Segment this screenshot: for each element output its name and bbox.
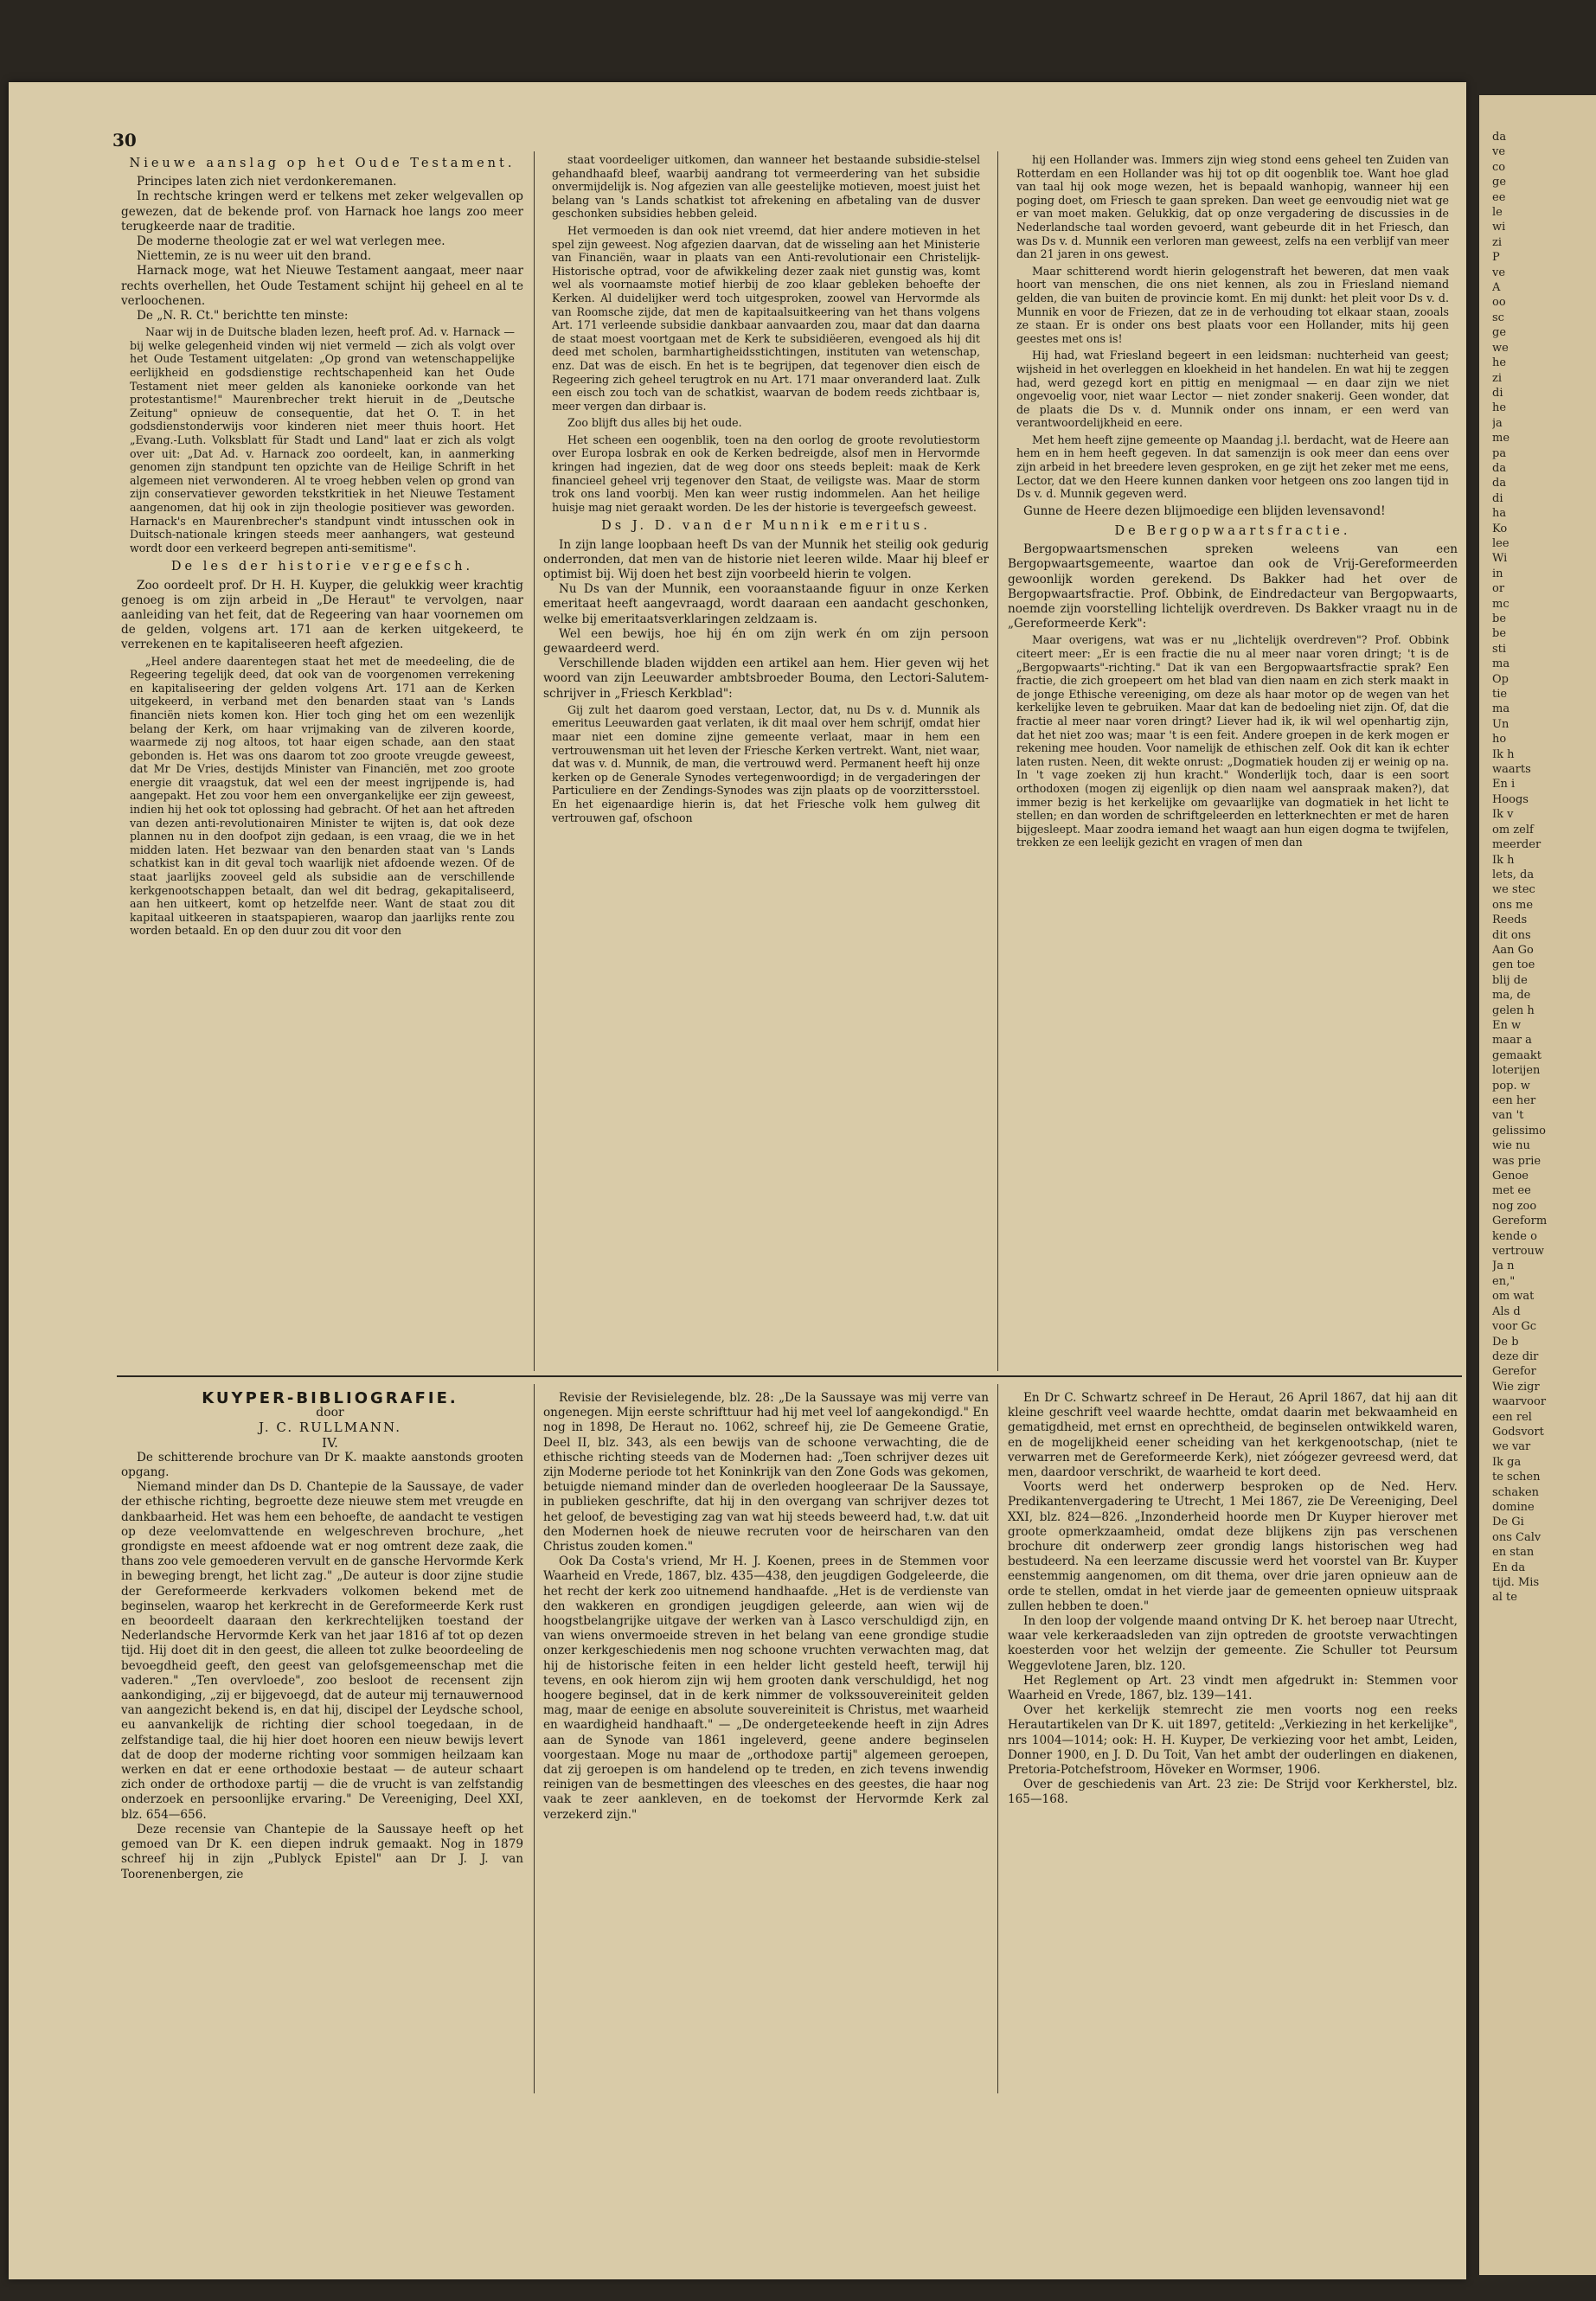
paragraph: Het Reglement op Art. 23 vindt men afgedrukt in: Stemmen voor Waarheid en Vrede, 1867, blz. 139—141. xyxy=(1008,1673,1458,1703)
fragment-line: tijd. Mis xyxy=(1492,1576,1540,1589)
fragment-line: ja xyxy=(1492,416,1503,430)
fragment-line: Wi xyxy=(1492,552,1508,566)
fragment-line: deze dir xyxy=(1492,1349,1539,1363)
fragment-line: tie xyxy=(1492,688,1508,702)
fragment-line: gelissimo xyxy=(1492,1124,1546,1138)
quote-block: Naar wij in de Duitsche bladen lezen, heeft prof. Ad. v. Harnack — bij welke gelegenheid vinden wij niet vermeld — zich als volgt over het Oude Testament uitgelaten: „Op grond van wetenschappelijke eerlijkheid en godsdienstige rechtschapenheid kan het Oude Testament niet meer gelden als kanonieke oorkonde van het protestantisme!" Maurenbrecher trekt hieruit in de „Deutsche Zeitung" opnieuw de consequentie, dat het O. T. in het godsdienstonderwijs voor kinderen niet meer thuis hoort. Het „Evang.-Luth. Volksblatt für Stadt und Land" laat er zich als volgt over uit: „Dat Ad. v. Harnack zoo oordeelt, kan, in aanmerking genomen zijn standpunt ten opzichte van de Heilige Schrift in het algemeen niet verwonderen. Al te vroeg hebben velen op grond van zijn conservatiever geworden tekstkritiek in het Nieuwe Testament aangenomen, dat hij ook in zijn theologie positiever was geworden. Harnack's en Maurenbrecher's standpunt vindt intusschen ook in Duitsch-nationale kringen steeds meer aanhangers, wat gesteund wordt door een verkeerd begrepen anti-semitisme". xyxy=(130,325,515,554)
fragment-line: ha xyxy=(1492,507,1507,521)
column-3 xyxy=(1008,151,1458,1371)
paragraph: In den loop der volgende maand ontving Dr K. het beroep naar Utrecht, waar vele kerkeraadsleden van zijn optreden de grootste verwachtingen koesterden voor het welzijn der gemeente. Zie Schuller tot Peursum Weggevlotene Jaren, blz. 120. xyxy=(1008,1614,1458,1673)
fragment-line: nog zoo xyxy=(1492,1199,1537,1213)
fragment-line: le xyxy=(1492,206,1503,220)
fragment-line: te schen xyxy=(1492,1471,1541,1484)
fragment-line: co xyxy=(1492,160,1506,174)
column-divider xyxy=(997,1384,998,2093)
fragment-line: Ik ga xyxy=(1492,1455,1522,1469)
fragment-line: di xyxy=(1492,491,1503,505)
fragment-line: schaken xyxy=(1492,1485,1540,1499)
fragment-line: Wie zigr xyxy=(1492,1380,1540,1394)
fragment-line: ve xyxy=(1492,145,1506,159)
fragment-line: Ik h xyxy=(1492,853,1515,867)
fragment-line: Gerefor xyxy=(1492,1365,1536,1379)
fragment-line: di xyxy=(1492,386,1503,400)
fragment-line: me xyxy=(1492,432,1510,445)
fragment-line: ma xyxy=(1492,702,1510,716)
paragraph: Over het kerkelijk stemrecht zie men voorts nog een reeks Herautartikelen van Dr K. uit 1897, getiteld: „Verkiezing in het kerkelijke", nrs 1004—1014; ook: H. H. Kuyper, De verkiezing voor het ambt, Leiden, Donner 1900, en J. D. Du Toit, Van het ambt der ouderlingen en diakenen, Pretoria-Potchefstroom, Höveker en Wormser, 1906. xyxy=(1008,1703,1458,1778)
fragment-line: Godsvort xyxy=(1492,1425,1544,1439)
fragment-line: Reeds xyxy=(1492,913,1528,927)
fragment-line: be xyxy=(1492,612,1507,625)
fragment-line: en stan xyxy=(1492,1546,1535,1560)
paragraph: Verschillende bladen wijdden een artikel aan hem. Hier geven wij het woord van zijn Leeuwarder ambtsbroeder Bouma, den Lectori-Salutem-schrijver in „Friesch Kerkblad": xyxy=(543,657,989,701)
fragment-line: P xyxy=(1492,251,1500,265)
article-heading-les-der-historie: De les der historie vergeefsch. xyxy=(170,560,474,574)
section-divider xyxy=(117,1375,1462,1377)
quote-block: Het scheen een oogenblik, toen na den oorlog de groote revolutiestorm over Europa losbrak en ook de Kerken bedreigde, alsof men in Hervormde kringen had ingezien, dat de weg door ons steeds bepleit: maak de Kerk financieel geheel vrij tegenover den Staat, de veiligste was. Maar de storm trok ons land voorbij. Men kan weer rustig indommelen. Aan het heilige huisje mag niet geraakt worden. De les der historie is tevergeefsch geweest. xyxy=(552,433,980,514)
fragment-line: maar a xyxy=(1492,1034,1532,1048)
fragment-line: van 't xyxy=(1492,1109,1524,1123)
fragment-line: sc xyxy=(1492,311,1504,324)
paragraph: Voorts werd het onderwerp besproken op de Ned. Herv. Predikantenvergadering te Utrecht, 1 Mei 1867, zie De Vereeniging, Deel XXI, blz. 824—826. „Inzonderheid hoorde men Dr Kuyper hierover met groote opmerkzaamheid, omdat deze blijkens zijn pas verschenen brochure dit onderwerp zeer grondig langs historischen weg had bestudeerd. Na een leerzame discussie werd het voorstel van Br. Kuyper eenstemmig aangenomen, om dit thema, over drie jaren opnieuw aan de orde te stellen, omdat in het vierde jaar de gemeenten opnieuw uitspraak zullen hebben te doen." xyxy=(1008,1480,1458,1613)
paragraph: Bergopwaartsmenschen spreken weleens van een Bergopwaartsgemeente, waartoe dan ook de Vrij-Gereformeerden gewoonlijk worden gerekend. Ds Bakker had het over de Bergopwaartsfractie. Prof. Obbink, de Eindredacteur van Bergopwaarts, noemde zijn voorstelling lichtelijk overdreven. Ds Bakker vraagt nu in de „Gereformeerde Kerk": xyxy=(1008,542,1458,631)
quote-block: Maar schitterend wordt hierin gelogenstraft het beweren, dat men vaak hoort van menschen, die ons niet kennen, als zou in Friesland niemand gelden, die van buiten de provincie komt. En mij dunkt: het pleit voor Ds v. d. Munnik en voor de Friezen, dat ze in de verhouding tot elkaar staan, zooals ze staan. Er is onder ons best plaats voor een Hollander, mits hij geen geestes met ons is! xyxy=(1016,264,1449,345)
fragment-line: ge xyxy=(1492,326,1507,340)
fragment-line: gelen h xyxy=(1492,1003,1535,1017)
fragment-line: in xyxy=(1492,567,1503,580)
fragment-line: Un xyxy=(1492,717,1509,731)
fragment-line: zi xyxy=(1492,371,1503,385)
fragment-line: Als d xyxy=(1492,1304,1521,1318)
quote-block: „Heel andere daarentegen staat het met de meedeeling, die de Regeering tegelijk deed, dat ook van de voorgenomen verrekening en kapitaliseering der gelden volgens Art. 171 aan de Kerken uitgekeerd, in verband met den benarden staat van 's Lands financiën niets komen kon. Hier toch ging het om een wezenlijk belang der Kerk, om haar vrijmaking van de zilveren koorde, waarmede zij nog altoos, tot haar eigen schade, aan den staat gebonden is. Het was ons daarom tot zoo groote vreugde geweest, dat Mr De Vries, destijds Minister van Financiën, met zoo groote energie dit vraagstuk, dat wel een der meest ingrijpende is, had aangepakt. Het zou voor hem een onvergankelijke eer zijn geweest, indien hij het ook tot oplossing had gebracht. Of het aan het aftreden van dezen anti-revolutionairen Minister te wijten is, dat ook deze plannen nu in den doofpot zijn gedaan, is een vraag, die we in het midden laten. Het bezwaar van den benarden staat van 's Lands schatkist kan in dit geval toch waarlijk niet afdoende wezen. Of de staat jaarlijks zooveel geld als subsidie aan de verschillende kerkgenootschappen betaalt, dan wel dit bedrag, gekapitaliseerd, aan hen uitkeert, komt op hetzelfde neer. Want de staat zou dit kapitaal uitkeeren in staatspapieren, waarop dan jaarlijks rente zou worden betaald. En op den duur zou dit voor den xyxy=(130,654,515,938)
fragment-line: da xyxy=(1492,461,1507,475)
paragraph: Ook Da Costa's vriend, Mr H. J. Koenen, prees in de Stemmen voor Waarheid en Vrede, 1867, blz. 435—438, den jeugdigen Godgeleerde, die het recht der kerk zoo uitnemend handhaafde. „Het is de verdienste van den wakkeren en grondigen jeugdigen geleerde, aan wien wij de hoogstbelangrijke uitgave der werken van à Lasco verschuldigd zijn, en van wiens onvermoeide streven in het belang van eene grondige studie onzer kerkgeschiedenis men nog schoone vruchten verwachten mag, dat hij de historische feiten in een helder licht gesteld heeft, terwijl hij tevens, en ook hierom zijn wij hem grooten dank verschuldigd, het nog hoogere beginsel, dat in de kerk nimmer de volkssouvereiniteit gelden mag, maar de eenige en absolute souvereiniteit is Christus, met waarheid en waardigheid handhaaft." — „De ondergeteekende heeft in zijn Adres aan de Synode van 1861 ingeleverd, geene andere beginselen voorgestaan. Moge nu maar de „orthodoxe partij" algemeen geroepen, dat zij geroepen is om handelend op te treden, en zich tevens inwendig reinigen van de besmettingen des vleesches en des geestes, die haar nog vaak te zeer aankleven, en de toekomst der Hervormde Kerk zal verzekerd zijn." xyxy=(543,1554,989,1822)
paragraph: In rechtsche kringen werd er telkens met zeker welgevallen op gewezen, dat de bekende prof. von Harnack hoe langs zoo meer terugkeerde naar de traditie. xyxy=(121,189,523,234)
fragment-line: voor Gc xyxy=(1492,1320,1537,1334)
fragment-line: waarts xyxy=(1492,763,1531,777)
fragment-line: gemaakt xyxy=(1492,1048,1542,1062)
fragment-line: en," xyxy=(1492,1274,1516,1288)
column-4-kuyper-bibliografie xyxy=(121,1391,523,2092)
fragment-line: Op xyxy=(1492,672,1509,686)
fragment-line: we stec xyxy=(1492,883,1535,897)
paragraph: En Dr C. Schwartz schreef in De Heraut, 26 April 1867, dat hij aan dit kleine geschrift veel waarde hechtte, omdat daarin met bekwaamheid en gematigdheid, met ernst en oprechtheid, de beginselen ontwikkeld waren, en de mogelijkheid eener scheiding van het kerkgenootschap, (niet te verwarren met de Gereformeerde Kerk), niet zóógezer gevreesd werd, dat men, daardoor verschrikt, de waarheid te kort deed. xyxy=(1008,1391,1458,1480)
fragment-line: wi xyxy=(1492,221,1506,234)
paragraph: Wel een bewijs, hoe hij én om zijn werk én om zijn persoon gewaardeerd werd. xyxy=(543,626,989,657)
fragment-line: om zelf xyxy=(1492,823,1534,836)
paragraph: Over de geschiedenis van Art. 23 zie: De Strijd voor Kerkherstel, blz. 165—168. xyxy=(1008,1778,1458,1807)
column-1 xyxy=(121,151,523,1371)
fragment-line: sti xyxy=(1492,642,1507,656)
quote-block: Het vermoeden is dan ook niet vreemd, dat hier andere motieven in het spel zijn geweest. Nog afgezien daarvan, dat de wisseling aan het Ministerie van Financiën, waar in plaats van een Anti-revolutionair een Christelijk-Historische optrad, voor de afwikkeling dezer zaak niet gunstig was, komt wel als voornaamste motief hierbij de zoo klaar gebleken behoefte der Kerken. Al duidelijker werd toch uitgesproken, zoowel van Hervormde als van Roomsche zijde, dat men de kapitaalsuitkeering van het thans volgens Art. 171 verleende subsidie dankbaar aanvaarden zou, maar dat dan daarna de staat moest voortgaan met de Kerk te subsidiëeren, evengoed als hij dit deed met scholen, barmhartigheidsstichtingen, instituten van wetenschap, enz. Dat was de eisch. En het is te begrijpen, dat tegenover dien eisch de Regeering zich geheel terugtrok en nu Art. 171 maar onveranderd laat. Zulk een eisch zou toch van de schatkist, waarvan de bodem reeds zichtbaar is, meer vergen dan dirbaar is. xyxy=(552,223,980,413)
fragment-line: lee xyxy=(1492,536,1509,550)
fragment-line: De Gi xyxy=(1492,1516,1524,1529)
column-5 xyxy=(543,1391,989,2092)
paragraph: Nu Ds van der Munnik, een vooraanstaande figuur in onze Kerken emeritaat heeft aangevraagd, wordt daaraan een aandacht geschonken, welke bij emeritaatsverklaringen zeldzaam is. xyxy=(543,582,989,626)
fragment-line: ma, de xyxy=(1492,989,1531,1003)
fragment-line: Ik h xyxy=(1492,747,1515,761)
paragraph: De „N. R. Ct." berichtte ten minste: xyxy=(137,309,349,324)
column-2 xyxy=(543,151,989,1371)
fragment-line: we var xyxy=(1492,1440,1531,1454)
column-divider xyxy=(997,151,998,1371)
fragment-line: ve xyxy=(1492,266,1506,279)
byline-author: J. C. RULLMANN. xyxy=(259,1420,401,1436)
paragraph: Deze recensie van Chantepie de la Saussaye heeft op het gemoed van Dr K. een diepen indruk gemaakt. Nog in 1879 schreef hij in zijn „Publyck Epistel" aan Dr J. J. van Toorenenbergen, zie xyxy=(121,1822,523,1881)
fragment-line: da xyxy=(1492,131,1507,144)
fragment-line: Hoogs xyxy=(1492,792,1529,806)
fragment-line: he xyxy=(1492,356,1507,370)
paragraph: Principes laten zich niet verdonkeremanen. xyxy=(137,175,397,189)
fragment-line: ma xyxy=(1492,657,1510,671)
fragment-line: gen toe xyxy=(1492,958,1535,972)
fragment-line: Genoe xyxy=(1492,1170,1529,1183)
quote-block: hij een Hollander was. Immers zijn wieg stond eens geheel ten Zuiden van Rotterdam en een Hollander was hij tot op dit oogenblik toe. Want hoe glad van taal hij ook moge wezen, het is bepaald wanhopig, wanneer hij een poging doet, om Friesch te gaan spreken. Dan weet ge eenvoudig niet wat ge er van moet maken. Gelukkig, dat op onze vergadering de discussies in de Nederlandsche taal worden gevoerd, want gebeurde dit in het Friesch, dan was Ds v. d. Munnik een verloren man geweest, zelfs na een verblijf van meer dan 21 jaren in ons gewest. xyxy=(1016,153,1449,261)
fragment-line: domine xyxy=(1492,1500,1535,1514)
fragment-line: wie nu xyxy=(1492,1139,1530,1153)
fragment-line: Gereform xyxy=(1492,1215,1548,1228)
adjacent-page-text xyxy=(1492,130,1592,2258)
fragment-line: Ko xyxy=(1492,522,1508,535)
fragment-line: meerder xyxy=(1492,838,1542,852)
fragment-line: om wat xyxy=(1492,1290,1535,1304)
fragment-line: we xyxy=(1492,341,1509,355)
paragraph: Harnack moge, wat het Nieuwe Testament aangaat, meer naar rechts overhellen, het Oude Testament schijnt hij geheel en al te verloochenen. xyxy=(121,264,523,308)
fragment-line: kende o xyxy=(1492,1229,1537,1243)
fragment-line: ee xyxy=(1492,190,1506,204)
quote-block: Hij had, wat Friesland begeert in een leidsman: nuchterheid van geest; wijsheid in het overleggen en kloekheid in het handelen. En wat hij te zeggen had, werd gezegd kort en pittig en menigmaal — en daar zijn we niet ongevoelig voor, niet waar Lector — niet zonder snakerij. Geen wonder, dat de plaats die Ds v. d. Munnik onder ons innam, er een werd van verantwoordelijkheid en eere. xyxy=(1016,349,1449,430)
fragment-line: pa xyxy=(1492,446,1507,460)
fragment-line: een rel xyxy=(1492,1410,1532,1424)
fragment-line: blij de xyxy=(1492,973,1528,987)
article-heading-van-der-munnik: Ds J. D. van der Munnik emeritus. xyxy=(601,519,931,534)
fragment-line: ons Calv xyxy=(1492,1530,1542,1544)
fragment-line: zi xyxy=(1492,235,1503,249)
fragment-line: een her xyxy=(1492,1094,1536,1107)
byline-door: door xyxy=(316,1406,344,1420)
fragment-line: oo xyxy=(1492,296,1506,310)
quote-block: staat voordeeliger uitkomen, dan wanneer het bestaande subsidie-stelsel gehandhaafd bleef, waarbij aandrang tot vermeerdering van het subsidie onvermijdelijk is. Nog afgezien van alle geestelijke motieven, moest juist het belang van 's Lands schatkist tot afrekening en afbetaling van de dusver geschonken subsidies hebben geleid. xyxy=(552,153,980,221)
fragment-line: En w xyxy=(1492,1018,1522,1032)
fragment-line: Aan Go xyxy=(1492,943,1534,957)
fragment-line: ho xyxy=(1492,733,1507,747)
fragment-line: da xyxy=(1492,477,1507,490)
fragment-line: ons me xyxy=(1492,898,1534,912)
paragraph: Niemand minder dan Ds D. Chantepie de la Saussaye, de vader der ethische richting, begroette deze nieuwe stem met vreugde en dankbaarheid. Het was hem een behoefte, de aandacht te vestigen op deze veelomvattende en welgeschreven brochure, „het grondigste en meest afdoende wat er nog omtrent deze zaak, die thans zoo vele gemoederen vervult en de gansche Hervormde Kerk in beweging brengt, het licht zag." „De auteur is door zijne studie der Gereformeerde kerkvaders volkomen bekend met de beginselen, waarop het kerkrecht in de Gereformeerde Kerk rust en beoordeelt daaraan den kerkrechtelijken toestand der Nederlandsche Hervormde Kerk van het jaar 1816 af tot op dezen tijd. Hij doet dit in den geest, die alleen tot zulke beoordeeling de bevoegdheid geeft, den geest van gelofsgemeenschap met die vaderen." „Ten overvloede", zoo besloot de recensent zijn aankondiging, „zij er bijgevoegd, dat de auteur mij ternauwernood van aangezicht bekend is, en dat hij, discipel der Leydsche school, eu aanvankelijk de richting dier school toegedaan, in de zelfstandige taal, die hij hier doet hooren een nieuw bewijs levert dat de doop der moderne richting voor sommigen heilzaam kan werken en dat er eene orthodoxie bestaat — de auteur schaart zich onder de orthodoxe partij — die de vrucht is van zelfstandig onderzoek en persoonlijke ervaring." De Vereeniging, Deel XXI, blz. 654—656. xyxy=(121,1480,523,1822)
fragment-line: loterijen xyxy=(1492,1064,1541,1078)
quote-block: Maar overigens, wat was er nu „lichtelijk overdreven"? Prof. Obbink citeert meer: „Er is een fractie die nu al meer naar voren dringt; 't is de „Bergopwaarts"-richting." Dat ik van een Bergopwaartsfractie sprak? Een fractie, die zich groepeert om het blad van dien naam en zich sterk maakt in de jonge Ethische vereeniging, om deze als haar motor op de wegen van het kerkelijke leven te gebruiken. Maar dat kan de bedoeling niet zijn. Of, dat die fractie al meer naar voren dringt? Liever had ik, ik wil wel openhartig zijn, dat het niet zoo was; maar 't is een feit. Andere groepen in de kerk mogen er rekening mee houden. Voor namelijk de ethischen zelf. Ook dit kan ik echter laten rusten. Neen, dit wekte onrust: „Dogmatiek houden zij er weinig op na. In 't vage zoeken zij hun kracht." Wonderlijk toch, daar is een soort orthodoxen (mogen zij eigenlijk op dien naam wel aanspraak maken?), dat immer bezig is het kerkelijke om gevaarlijke van dogmatiek in het licht te stellen; en dan worden de schriftgeleerden en letterknechten er met de haren bijgesleept. Maar zoodra iemand het waagt aan hun eigen dogma te twijfelen, trekken ze een leelijk gezicht en vragen of men dan xyxy=(1016,633,1449,849)
fragment-line: be xyxy=(1492,627,1507,641)
fragment-line: Ik v xyxy=(1492,808,1514,822)
bibliography-title: KUYPER-BIBLIOGRAFIE. xyxy=(202,1391,458,1407)
fragment-line: ge xyxy=(1492,176,1507,189)
quote-block: Zoo blijft dus alles bij het oude. xyxy=(567,416,742,430)
quote-block: Met hem heeft zijne gemeente op Maandag j.l. berdacht, wat de Heere aan hem en in hem heeft gegeven. In dat samenzijn is ook meer dan eens over zijn arbeid in het breedere leven gesproken, en ge zijt het zeker met me eens, Lector, dat we den Heere kunnen danken voor hetgeen ons zoo langen tijd in Ds v. d. Munnik gegeven werd. xyxy=(1016,433,1449,501)
fragment-line: En da xyxy=(1492,1561,1526,1574)
fragment-line: al te xyxy=(1492,1591,1517,1605)
paragraph: Revisie der Revisielegende, blz. 28: „De la Saussaye was mij verre van ongenegen. Mijn eerste schrifttuur had hij met veel lof aangekondigd." En nog in 1898, De Heraut no. 1062, schreef hij, zie De Gemeene Gratie, Deel II, blz. 343, als een bewijs van de schoone verwachting, die de ethische richting steeds van de Modernen had: „Toen schrijver dezes uit zijn Moderne periode tot het Koninkrijk van den Zone Gods was gekomen, betuigde niemand minder dan de overleden hoogleeraar De la Saussaye, in publieken geschrifte, dat hij in den overgang van schrijver dezes tot het geloof, de bevestiging zag van wat hij steeds beweerd had, t.w. dat uit den Modernen hoek de nieuwe recruten voor de heirscharen van den Christus zouden komen." xyxy=(543,1391,989,1554)
fragment-line: waarvoor xyxy=(1492,1395,1547,1409)
fragment-line: or xyxy=(1492,582,1505,596)
fragment-line: De b xyxy=(1492,1335,1519,1349)
article-heading-oude-testament: Nieuwe aanslag op het Oude Testament. xyxy=(129,157,516,170)
page-number: 30 xyxy=(112,130,137,151)
paragraph: Gunne de Heere dezen blijmoedige een blijden levensavond! xyxy=(1023,503,1386,518)
column-divider xyxy=(534,151,535,1371)
fragment-line: pop. w xyxy=(1492,1079,1530,1093)
article-heading-bergopwaartsfractie: De Bergopwaartsfractie. xyxy=(1114,524,1351,539)
fragment-line: was prie xyxy=(1492,1154,1542,1168)
fragment-line: met ee xyxy=(1492,1184,1531,1198)
column-6 xyxy=(1008,1391,1458,2092)
quote-block: Gij zult het daarom goed verstaan, Lector, dat, nu Ds v. d. Munnik als emeritus Leeuwarden gaat verlaten, ik dit maal over hem schrijf, omdat hier maar niet een domine zijne gemeente verlaat, maar in hem een vertrouwensman uit het leven der Friesche Kerken vertrekt. Want, niet waar, dat was v. d. Munnik, de man, die vertrouwd werd. Permanent heeft hij onze kerken op de Generale Synodes vertegenwoordigd; in de vergaderingen der Particuliere en der Zendings-Synodes was zijn plaats op de voorzittersstoel. En het eigenaardige hierin is, dat het Friesche volk hem gulweg dit vertrouwen gaf, ofschoon xyxy=(552,702,980,824)
paragraph: Zoo oordeelt prof. Dr H. H. Kuyper, die gelukkig weer krachtig genoeg is om zijn arbeid in „De Heraut" te vervolgen, naar aanleiding van het feit, dat de Regeering van haar voornemen om de gelden, volgens art. 171 aan de kerken uitgekeerd, te verrekenen en te kapitaliseeren heeft afgezien. xyxy=(121,578,523,652)
fragment-line: dit ons xyxy=(1492,928,1531,942)
fragment-line: vertrouw xyxy=(1492,1245,1545,1259)
part-number: IV. xyxy=(322,1434,338,1451)
column-divider xyxy=(534,1384,535,2093)
paragraph: Niettemin, ze is nu weer uit den brand. xyxy=(137,249,372,264)
fragment-line: Ja n xyxy=(1492,1259,1515,1273)
fragment-line: he xyxy=(1492,401,1507,415)
fragment-line: mc xyxy=(1492,597,1509,611)
paragraph: De schitterende brochure van Dr K. maakte aanstonds grooten opgang. xyxy=(121,1450,523,1480)
paragraph: De moderne theologie zat er wel wat verlegen mee. xyxy=(137,234,445,249)
paragraph: In zijn lange loopbaan heeft Ds van der Munnik het steilig ook gedurig onderronden, dat men van de historie niet leeren wilde. Maar hij bleef er optimist bij. Wij doen het best zijn voorbeeld hierin te volgen. xyxy=(543,537,989,582)
fragment-line: En i xyxy=(1492,778,1516,792)
fragment-line: lets, da xyxy=(1492,868,1535,881)
fragment-line: A xyxy=(1492,281,1501,295)
